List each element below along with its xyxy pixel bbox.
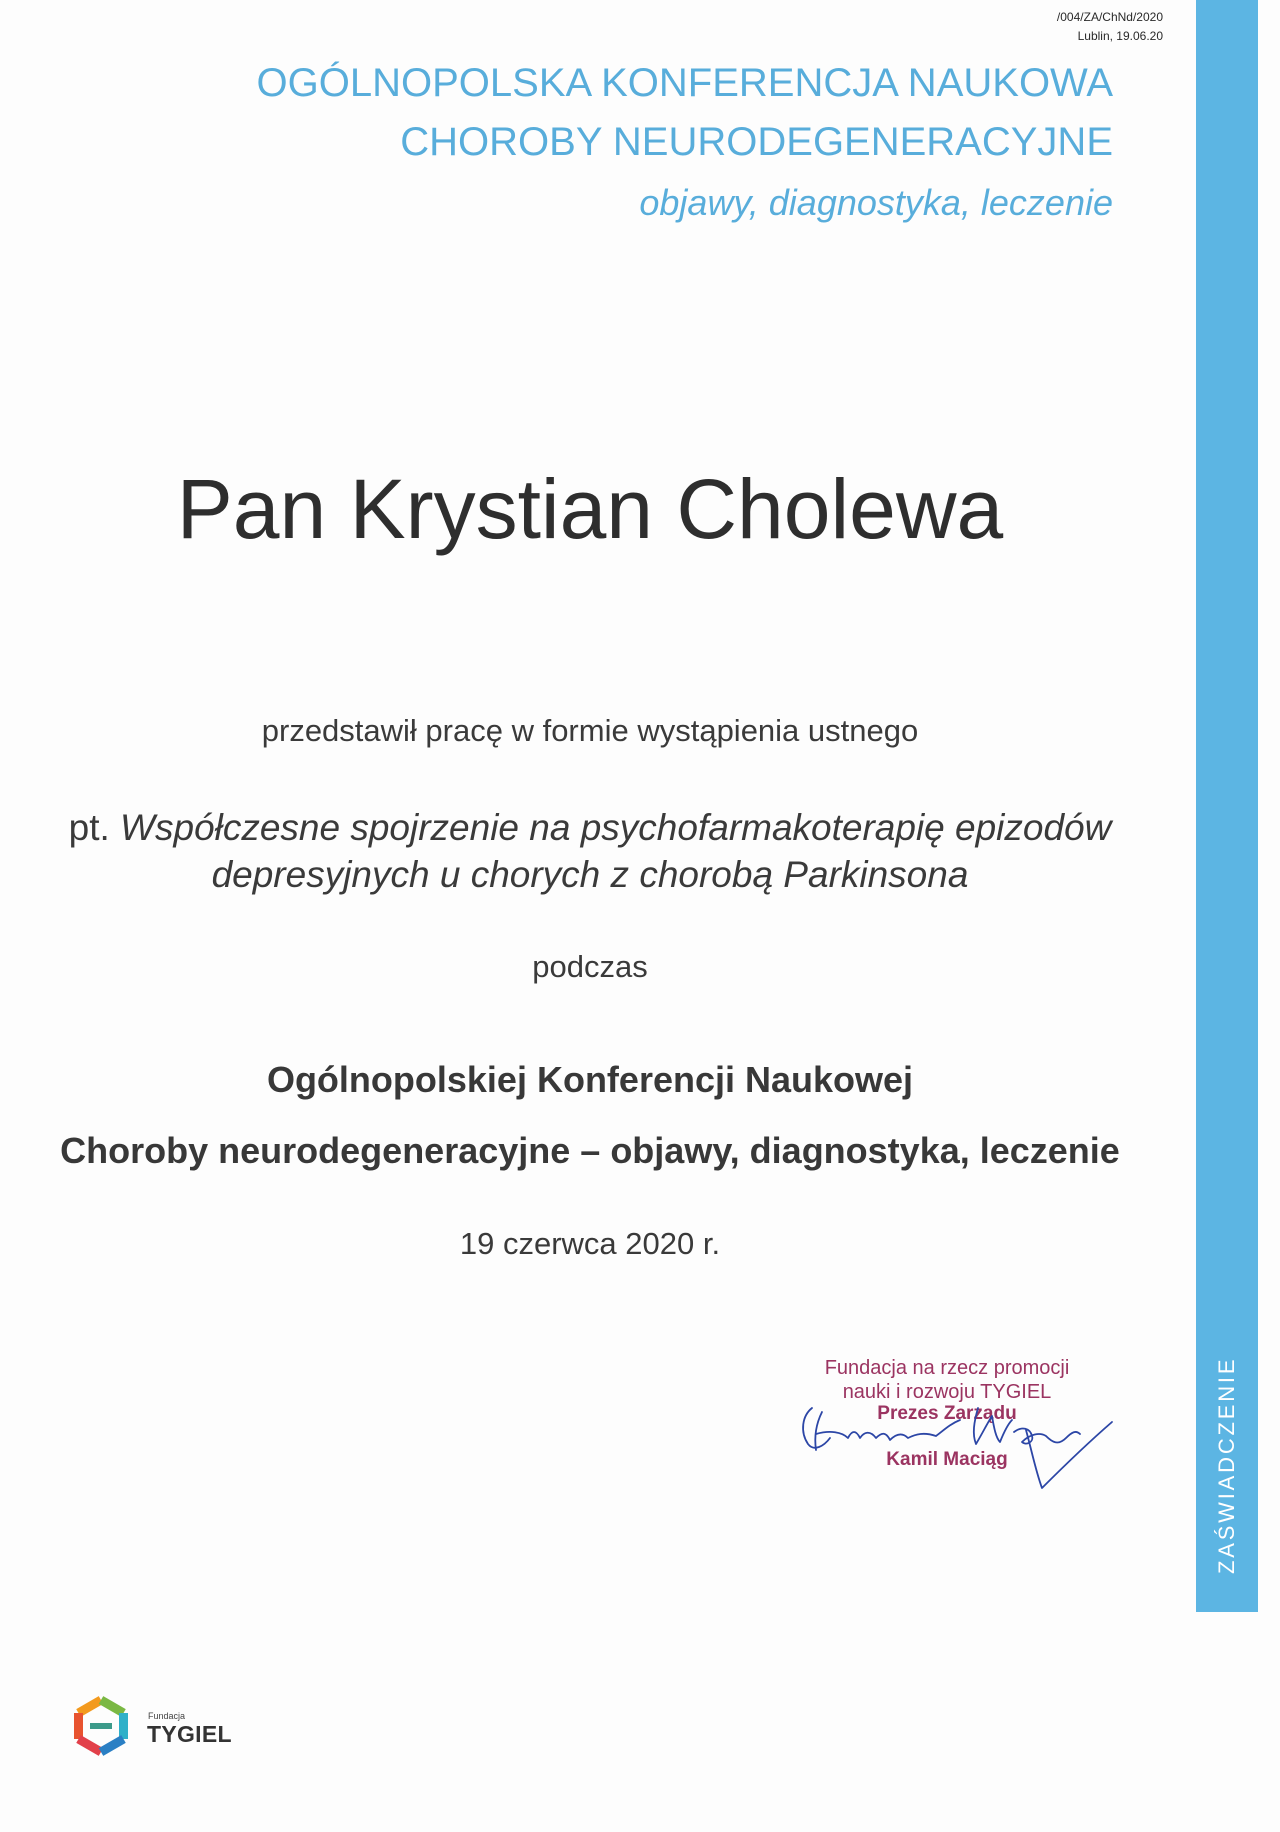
signature-stroke — [815, 1412, 822, 1450]
stamp-line-2: nauki i rozwoju TYGIEL — [842, 1381, 1052, 1403]
side-label: ZAŚWIADCZENIE — [1214, 1356, 1239, 1574]
presentation-title — [0, 804, 1180, 898]
signature-stroke — [1014, 1429, 1080, 1444]
reference-number: /004/ZA/ChNd/2020 — [1056, 10, 1163, 24]
logo-segment-orange — [79, 1700, 102, 1713]
conference-header-line-3: objawy, diagnostyka, leczenie — [639, 182, 1113, 223]
event-name-line-1: Ogólnopolskiej Konferencji Naukowej — [266, 1059, 914, 1100]
title-prefix: pt. — [68, 807, 110, 848]
stamp-line-4: Kamil Maciąg — [886, 1449, 1008, 1470]
conference-header-line-1: OGÓLNOPOLSKA KONFERENCJA NAUKOWA — [256, 61, 1113, 105]
event-name-line-2: Choroby neurodegeneracyjne – objawy, diagnostyka, leczenie — [60, 1130, 1120, 1171]
tygiel-logo-icon — [72, 1690, 130, 1762]
logo-segment-green — [101, 1700, 124, 1713]
handwritten-signature — [790, 1372, 1125, 1497]
stamp-line-3: Prezes Zarządu — [877, 1403, 1017, 1424]
title-text-line-1: Współczesne spojrzenie na psychofarmakoterapię epizodów — [120, 807, 1112, 848]
statement-text: przedstawił pracę w formie wystąpienia ustnego — [261, 713, 919, 748]
presentation-title-line-2 — [0, 851, 1180, 898]
logo-caption: Fundacja — [148, 1711, 186, 1721]
reference-place-date: Lublin, 19.06.20 — [1077, 29, 1163, 43]
signature-stroke — [974, 1408, 1012, 1444]
signature-stroke — [816, 1420, 960, 1440]
logo-name: TYGIEL — [147, 1721, 232, 1747]
logo-segment-blue — [101, 1739, 124, 1752]
presentation-title-line-1 — [0, 804, 1180, 851]
stamp-line-1: Fundacja na rzecz promocji — [824, 1357, 1070, 1379]
conference-header-line-2: CHOROBY NEURODEGENERACYJNE — [400, 120, 1113, 164]
event-date: 19 czerwca 2020 r. — [459, 1226, 721, 1261]
logo-segment-pink — [79, 1739, 102, 1752]
recipient-name: Pan Krystian Cholewa — [176, 462, 1004, 556]
during-text: podczas — [532, 949, 648, 984]
title-text-line-2: depresyjnych u chorych z chorobą Parkinsona — [211, 854, 969, 895]
signature-stroke — [1026, 1422, 1112, 1488]
